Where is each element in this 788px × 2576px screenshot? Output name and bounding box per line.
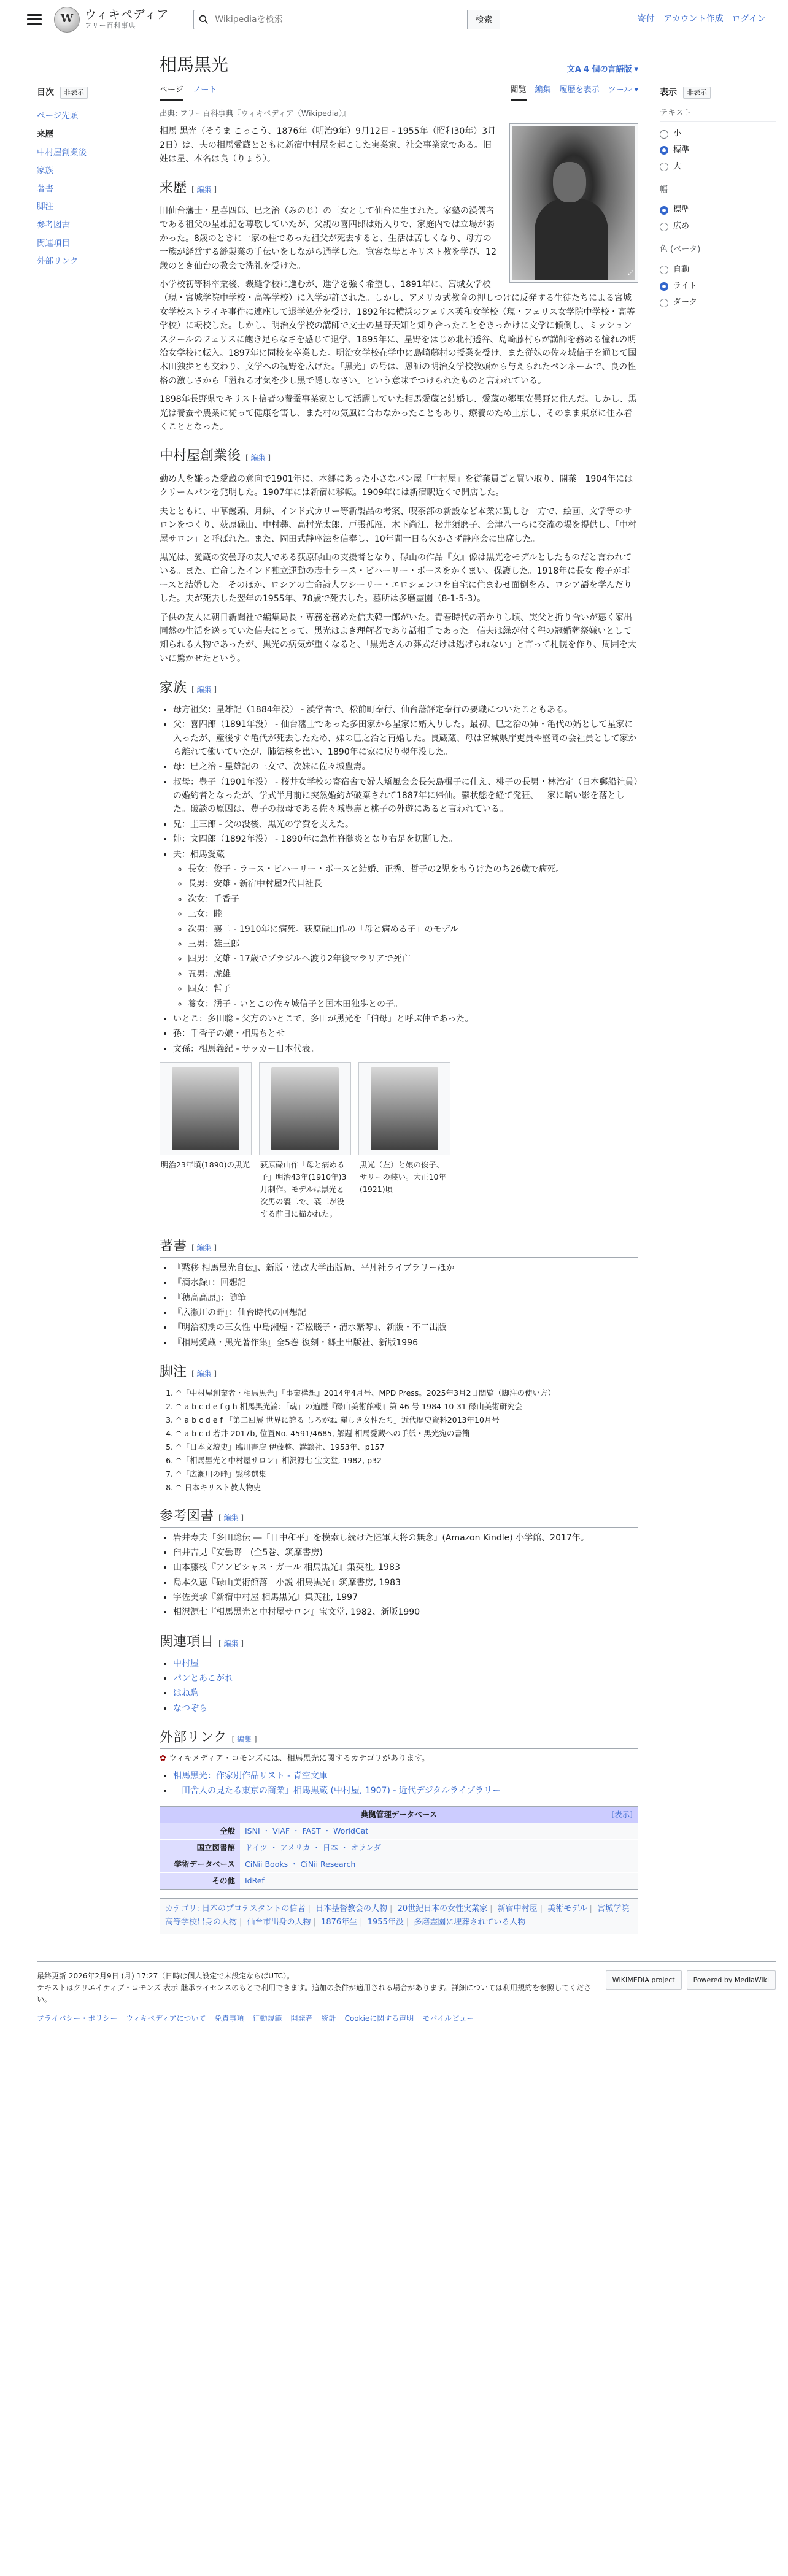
list-item: • 母：巳之治 - 星雄記の三女で、次妹に佐々城豊壽。 — [173, 760, 638, 774]
tab-read[interactable]: 閲覧 — [511, 82, 527, 101]
radio-icon — [660, 130, 668, 139]
page-footer — [37, 1961, 776, 2025]
footnote: 5. ^「日本文壇史」臨川書店 伊藤整、講談社、1953年、p157 — [176, 1441, 638, 1453]
footer-link[interactable]: 免責事項 — [214, 2014, 244, 2023]
footnote: 1. ^「中村屋創業者・相馬黒光」『事業構想』2014年4月号、MPD Press。2025年3月2日閲覧（脚注の使い方） — [176, 1387, 638, 1399]
intro-paragraph: 相馬 黒光（そうま こっこう、1876年（明治9年）9月12日 - 1955年（昭和30年）3月2日）は、夫の相馬愛蔵とともに新宿中村屋を起こした実業家、社会事業家である。旧姓は星、本名は良（りょう）。 — [160, 126, 496, 164]
wikimedia-badge[interactable]: WIKIMEDIA project — [606, 1970, 682, 1990]
search-box — [193, 10, 500, 29]
gallery-caption: 黒光（左）と娘の俊子、サリーの装い。大正10年(1921)頃 — [360, 1160, 446, 1194]
search-icon — [194, 15, 214, 25]
section-related: 関連項目 [ 編集 ] — [160, 1633, 638, 1653]
list-item: ◦ 長男：安雄 - 新宿中村屋2代目社長 — [188, 877, 638, 891]
tab-edit[interactable]: 編集 — [535, 85, 551, 95]
toc-hide-button[interactable]: 非表示 — [60, 87, 88, 99]
infobox-portrait — [509, 123, 638, 283]
family-list — [173, 703, 638, 1056]
nakamuraya-paragraph-3: 黒光は、愛蔵の安曇野の友人である荻原碌山の支援者となり、碌山の作品『女』像は黒光をモデルとしたものだと言われている。また、亡命したインド独立運動の志士ラース・ビハーリー・ボースをかくまい、保護した。1918年に長女 俊子がボースと結婚した。そのほか、ロシアの亡命詩人ワシーリー・エロシェンコを自宅に住まわせ面倒をみ、ロシア語を学んだりした。夫が死去した翌年の1955年、78歳で死去した。墓所は多磨霊園（8-1-5-3）。 — [160, 552, 632, 604]
footnote: 3. ^ a b c d e f 「第二回展 世界に誇る しろがね 麗しき女性たち」近代歴史資料2013年10月号 — [176, 1414, 638, 1426]
authority-label: 全般 — [160, 1823, 240, 1839]
edit-link[interactable]: 編集 — [196, 1244, 212, 1253]
gallery-image[interactable] — [358, 1062, 450, 1155]
radio-icon — [660, 299, 668, 307]
authority-value[interactable]: IdRef — [240, 1873, 638, 1889]
category-link[interactable]: 1876年生 — [321, 1918, 358, 1928]
footer-link[interactable]: Cookieに関する声明 — [344, 2014, 414, 2023]
gallery-caption: 荻原碌山作「母と病める子」明治43年(1910年)3月制作。モデルは黒光と次男の襄二で、襄二が没する前日に描かれた。 — [260, 1160, 347, 1219]
authority-row — [160, 1856, 638, 1872]
list-item: ◦ 四男：文雄 - 17歳でブラジルへ渡り2年後マラリアで死亡 — [188, 952, 638, 966]
related-link[interactable]: 中村屋 — [173, 1658, 199, 1669]
site-header — [0, 0, 788, 39]
license-text: テキストはクリエイティブ・コモンズ 表示-継承ライセンスのもとで利用できます。追加の条件が適用される場合があります。詳細については利用規約を参照してください。 — [37, 1983, 592, 2004]
toc-item-top[interactable]: ページ先頭 — [37, 111, 79, 121]
related-list — [173, 1657, 638, 1716]
list-item: ◦ 三男：雄三郎 — [188, 937, 638, 951]
nakamuraya-paragraph-4: 子供の友人に朝日新聞社で編集局長・専務を務めた信夫韓一郎がいた。青春時代の若かりし頃、実父と折り合いが悪く家出同然の生活を送っていた信夫にとって、黒光はよき理解者であり話相手であった。信夫は緑が付く程の冠婚葬祭嫌いとして知られる人物であったが、黒光の病気が重くなると、「黒光さんの葬式だけは逃げられない」と言って札幌を作り、周囲を大いに驚かせたという。 — [160, 612, 636, 664]
radio-icon — [660, 266, 668, 274]
children-list — [188, 863, 638, 1011]
gallery-item — [259, 1062, 351, 1224]
gallery-image[interactable] — [160, 1062, 252, 1155]
edit-link[interactable]: 編集 — [237, 1735, 252, 1744]
authority-row — [160, 1839, 638, 1856]
logo-subtitle: フリー百科事典 — [85, 21, 136, 30]
page-title: 相馬黒光 — [160, 55, 229, 75]
toc-item-books[interactable]: 著書 — [37, 183, 53, 194]
references-list — [173, 1531, 638, 1620]
related-link[interactable]: パンとあこがれ — [173, 1673, 233, 1683]
commons-text: ウィキメディア・コモンズには、相馬黒光に関するカテゴリがあります。 — [169, 1753, 430, 1763]
books-list — [173, 1261, 638, 1350]
authority-control — [160, 1806, 638, 1890]
gallery-item — [160, 1062, 252, 1224]
edit-link[interactable]: 編集 — [196, 1369, 212, 1378]
list-item: • 母方祖父：星雄記（1884年没） - 漢学者で、松前町奉行、仙台藩評定奉行の要職についたこともある。 — [173, 703, 638, 717]
radio-color-auto[interactable]: 自動 — [660, 262, 776, 279]
edit-link[interactable]: 編集 — [223, 1639, 239, 1648]
list-item: ◦ 次女：千香子 — [188, 893, 638, 906]
toc-item-family[interactable]: 家族 — [37, 166, 53, 176]
list-item: • 兄：圭三郎 - 父の没後、黒光の学費を支えた。 — [173, 818, 638, 831]
gallery-item — [358, 1062, 450, 1224]
last-modified: 最終更新 2026年2月9日 (月) 17:27（日時は個人設定で未設定ならばUTC）。 — [37, 1971, 294, 1980]
tab-talk[interactable]: ノート — [193, 85, 217, 95]
footer-link[interactable]: 開発者 — [290, 2014, 313, 2023]
radio-text-large[interactable]: 大 — [660, 159, 776, 175]
related-link[interactable]: はね駒 — [173, 1688, 199, 1699]
appearance-hide-button[interactable]: 非表示 — [683, 87, 711, 99]
gallery-caption: 明治23年頃(1890)の黒光 — [161, 1160, 250, 1170]
option-group-title: テキスト — [660, 107, 776, 122]
radio-text-small[interactable]: 小 — [660, 126, 776, 142]
list-item: • 『明治初期の三女性 中島湘煙・若松賤子・清水紫琴』、新版・不二出版 — [173, 1321, 638, 1334]
translate-icon: 文A — [566, 64, 581, 74]
list-item: • 山本藤枝『アンビシャス・ガール 相馬黒光』集英社, 1983 — [173, 1561, 638, 1574]
article — [160, 39, 638, 1943]
edit-link[interactable]: 編集 — [223, 1513, 239, 1522]
category-link[interactable]: 1955年没 — [367, 1918, 404, 1928]
appearance-panel — [660, 39, 776, 1943]
footer-badges — [606, 1970, 776, 1990]
list-item: ◦ 養女：湧子 - いとこの佐々城信子と国木田独歩との子。 — [188, 998, 638, 1011]
list-item: • 父：喜四郎（1891年没） - 仙台藩士であった多田家から星家に婿入りした。最初、巳之治の姉・亀代の婿として星家に入ったが、産後すぐ亀代が死去したため、妹の巳之治と再婚した。良蔵蔵、母は宮城県庁吏員や盛岡の会社員として家から離れて働いていたが、肺結核を患い、1890年に家に戻り翌年没した。 — [173, 718, 638, 759]
radio-width-standard[interactable]: 標準 — [660, 202, 776, 218]
language-button[interactable] — [567, 64, 638, 77]
radio-icon — [660, 223, 668, 231]
category-link[interactable]: カテゴリ: 日本のプロテスタントの信者 — [165, 1904, 306, 1914]
footnote: 6. ^「相馬黒光と中村屋サロン」相沢源七 宝文堂, 1982, p32 — [176, 1455, 638, 1467]
authority-title: 典拠管理データベース — [360, 1810, 438, 1820]
raireki-paragraph-1: 旧仙台藩士・星喜四郎、巳之治（みのじ）の三女として仙台に生まれた。家塾の漢儒者である祖父の星雄記を尊敬していたが、父親の喜四郎は婿入りで、家庭内では立場が弱かった。8歳のときに一家の柱であった祖父が死去すると、生活は苦しくなり、母方の一族が経営する縫製業の手伝いをしながら通学した。寛容な母とキリスト教を学び、12歳のとき仙台の教会で洗礼を受けた。 — [160, 206, 496, 271]
list-item: • 文孫：相馬義紀 - サッカー日本代表。 — [173, 1042, 638, 1056]
toc-item-references[interactable]: 参考図書 — [37, 220, 70, 230]
list-item: ◦ 長女：俊子 - ラース・ビハーリー・ボースと結婚、正秀、哲子の2児をもうけたのち26歳で病死。 — [188, 863, 638, 876]
width-options — [660, 184, 776, 235]
authority-row — [160, 1823, 638, 1839]
toc-item-notes[interactable]: 脚注 — [37, 202, 53, 212]
language-button-label: 4 個の言語版 — [583, 64, 632, 74]
edit-link[interactable]: 編集 — [196, 685, 212, 694]
create-account-link[interactable]: アカウント作成 — [663, 14, 724, 25]
toc-item-external[interactable]: 外部リンク — [37, 256, 79, 267]
logo-title: ウィキペディア — [85, 8, 169, 22]
footnote: 8. ^ 日本キリスト教人物史 — [176, 1482, 638, 1494]
chevron-down-icon: ▾ — [634, 64, 638, 74]
footer-link[interactable]: プライバシー・ポリシー — [37, 2014, 118, 2023]
toc-item-related[interactable]: 関連項目 — [37, 238, 70, 248]
list-item: • 姉：文四郎（1892年没） - 1890年に急性脊髄炎となり右足を切断した。 — [173, 832, 638, 846]
category-link[interactable]: 仙台市出身の人物 — [247, 1918, 311, 1928]
list-item: • 叔母：豊子（1901年没） - 桜井女学校の寄宿舎で婦人矯風会会長矢島楫子に仕え、桃子の長男・林治定（日本郵船社員）の婚約者となったが、学式半月前に突然婚約が破棄されて1887年に帰仙。鬱状態を経て発狂、一家に暗い影を落とした。破談の原因は、豊子の叔母である佐々城豊壽と桃子の外遊にあると言われている。 — [173, 775, 638, 817]
footer-link[interactable]: 行動規範 — [252, 2014, 282, 2023]
gallery-image[interactable] — [259, 1062, 351, 1155]
section-books: 著書 [ 編集 ] — [160, 1237, 638, 1258]
main-menu-icon[interactable] — [27, 14, 42, 25]
tab-history[interactable]: 履歴を表示 — [559, 85, 600, 95]
toc-item-raireki[interactable]: 来歴 — [37, 129, 53, 139]
section-family: 家族 [ 編集 ] — [160, 679, 638, 699]
list-item: ◦ 五男：虎雄 — [188, 967, 638, 981]
commons-box — [160, 1753, 638, 1766]
category-link[interactable]: 宮城学院高等学校出身の人物 — [165, 1904, 630, 1928]
commons-icon: ✿ — [160, 1753, 166, 1763]
authority-row — [160, 1872, 638, 1889]
radio-width-wide[interactable]: 広め — [660, 218, 776, 235]
color-options — [660, 244, 776, 311]
footer-link[interactable]: 統計 — [321, 2014, 336, 2023]
list-item: • いとこ：多田聡 - 父方のいとこで、多田が黒光を「伯母」と呼ぶ仲であった。 — [173, 1012, 638, 1026]
list-item: • 『広瀬川の畔』：仙台時代の回想記 — [173, 1306, 638, 1320]
section-references: 参考図書 [ 編集 ] — [160, 1507, 638, 1528]
section-nakamuraya: 中村屋創業後 [ 編集 ] — [160, 447, 638, 467]
footer-links — [37, 2013, 776, 2024]
list-item: • 『黙移 相馬黒光自伝』、新版・法政大学出版局、平凡社ライブラリーほか — [173, 1261, 638, 1275]
authority-label: その他 — [160, 1873, 240, 1889]
category-link[interactable]: 新宿中村屋 — [497, 1904, 538, 1914]
section-notes: 脚注 [ 編集 ] — [160, 1363, 638, 1383]
user-links — [638, 12, 778, 26]
list-item: • 宇佐美承『新宿中村屋 相馬黒光』集英社, 1997 — [173, 1591, 638, 1604]
radio-icon — [660, 146, 668, 155]
authority-value[interactable]: CiNii Books ・ CiNii Research — [240, 1856, 638, 1872]
raireki-paragraph-2: 小学校初等科卒業後、裁縫学校に進むが、進学を強く希望し、1891年に、宮城女学校（現・宮城学院中学校・高等学校）に入学が許された。しかし、アメリカ式教育の押しつけに反発する生徒たちによる宮城女学校ストライキ事件に連座して退学処分を受け、1892年に横浜のフェリス英和女学校（現・フェリス女学院中学校・高等学校）に転校した。しかし、明治女学校の講師で文士の星野天知と知り合ったことをきっかけに文学に傾倒し、ミッションスクールのフェリスに飽き足らなさを感じて退学、1895年に、星野をはじめ北村透谷、島崎藤村らが講師を務める憧れの明治女学校に転入。1897年に同校を卒業した。明治女学校在学中に島崎藤村の授業を受け、また従妹の佐々城信子を通じて国木田独歩とも交わり、文学への視野を広げた。「黒光」の号は、恩師の明治女学校教頭から与えられたペンネームで、良の性格の激しさから「溢れる才気を少し黒で隠しなさい」という意味でつけられたものと言われている。 — [160, 280, 637, 386]
radio-text-standard[interactable]: 標準 — [660, 142, 776, 159]
list-item: • 臼井吉見『安曇野』(全5巻、筑摩書房) — [173, 1546, 638, 1559]
radio-icon — [660, 163, 668, 171]
list-item: ◦ 次男：襄二 - 1910年に病死。荻原碌山作の「母と病める子」のモデル — [188, 923, 638, 936]
edit-link[interactable]: 編集 — [196, 185, 212, 194]
footnote: 2. ^ a b c d e f g h 相馬黒光論：「魂」の遍歴『碌山美術館報』第 46 号 1984-10-31 碌山美術研究会 — [176, 1401, 638, 1413]
footnote: 4. ^ a b c d 若井 2017b, 位置No. 4591/4685, 解題 相馬愛蔵への手紙・黒光宛の書簡 — [176, 1428, 638, 1440]
toc-item-nakamuraya[interactable]: 中村屋創業後 — [37, 147, 87, 158]
category-link[interactable]: 多磨霊園に埋葬されている人物 — [414, 1918, 526, 1928]
mediawiki-badge[interactable]: Powered by MediaWiki — [687, 1970, 776, 1990]
external-link[interactable]: 相馬黒光：作家別作品リスト - 青空文庫 — [173, 1771, 328, 1781]
notes-list — [176, 1387, 638, 1494]
donate-link[interactable]: 寄付 — [637, 14, 655, 25]
list-item: ◦ 四女：哲子 — [188, 982, 638, 996]
authority-toggle[interactable]: [表示] — [611, 1810, 633, 1820]
category-link[interactable]: 20世紀日本の女性実業家 — [397, 1904, 488, 1914]
external-links-list — [173, 1769, 638, 1798]
radio-icon — [660, 282, 668, 291]
list-item: • 島本久恵『碌山美術館落 小説 相馬黒光』筑摩書房, 1983 — [173, 1576, 638, 1590]
external-link[interactable]: 「田舎人の見たる東京の商業」相馬黒蔵 (中村屋, 1907) - 近代デジタルライブラリー — [173, 1786, 501, 1796]
article-source: 出典: フリー百科事典『ウィキペディア（Wikipedia）』 — [160, 109, 350, 118]
list-item: • 相沢源七『相馬黒光と中村屋サロン』宝文堂, 1982、新版1990 — [173, 1605, 638, 1619]
list-item: • 『相馬愛蔵・黒光著作集』全5巻 復刻・郷土出版社、新版1996 — [173, 1336, 638, 1350]
radio-color-dark[interactable]: ダーク — [660, 294, 776, 311]
authority-label: 国立図書館 — [160, 1840, 240, 1856]
radio-color-light[interactable]: ライト — [660, 279, 776, 295]
image-gallery — [160, 1062, 638, 1224]
authority-value[interactable]: ドイツ ・ アメリカ ・ 日本 ・ オランダ — [240, 1840, 638, 1856]
radio-icon — [660, 206, 668, 215]
footer-link[interactable]: モバイルビュー — [422, 2014, 474, 2023]
login-link[interactable]: ログイン — [732, 14, 766, 25]
wikipedia-globe-icon: W — [54, 7, 80, 33]
appearance-title: 表示 — [660, 88, 677, 98]
section-raireki: 来歴 [ 編集 ] — [160, 179, 638, 199]
search-button[interactable]: 検索 — [467, 10, 500, 29]
section-external: 外部リンク [ 編集 ] — [160, 1729, 638, 1749]
nakamuraya-paragraph-2: 夫とともに、中華饅頭、月餅、インド式カリー等新製品の考案、喫茶部の新設など本業に勤しむ一方で、絵画、文学等のサロンをつくり、荻原碌山、中村彝、高村光太郎、戸張孤雁、木下尚江、松井須磨子、会津八一らに交流の場を提供し、「中村屋サロン」と呼ばれた。また、岡田式静座法を信奉し、10年間一日も欠かさず静座会に出席した。 — [160, 506, 636, 544]
category-links: カテゴリ: 日本のプロテスタントの信者 | 日本基督教会の人物 | 20世紀日本の女性実業家 | 新宿中村屋 | 美術モデル | 宮城学院高等学校出身の人物 | 仙台市出身の人物 | 1876年生 | 1955年没 | 多磨霊園に埋葬されている人物 — [160, 1898, 638, 1934]
footer-link[interactable]: ウィキペディアについて — [126, 2014, 206, 2023]
list-item: • 夫：相馬愛蔵 ◦ 長女：俊子 - ラース・ビハーリー・ボースと結婚、正秀、哲子の2児をもうけたのち26歳で病死。 ◦ 長男：安雄 - 新宿中村屋2代目社長 ◦ 次女：千香子 ◦ 三女：睦 ◦ 次男：襄二 - 1910年に病死。荻原碌山作の「母と病める子」のモデル ◦ 三男：雄三郎 ◦ 四男：文雄 - 17歳でブラジルへ渡り2年後マラリアで死亡 ◦ 五男：虎雄 ◦ 四女：哲子 ◦ 養女：湧子 - いとこの佐々城信子と国木田独歩との子。 — [173, 848, 638, 1011]
edit-link[interactable]: 編集 — [250, 453, 266, 463]
nakamuraya-paragraph-1: 勤め人を嫌った愛蔵の意向で1901年に、本郷にあった小さなパン屋「中村屋」を従業員ごと買い取り、開業。1904年にはクリームパンを発明した。1907年には新宿に移転。1909年には新宿駅近くで開店した。 — [160, 474, 633, 498]
tab-page[interactable]: ページ — [160, 82, 183, 101]
site-logo[interactable] — [54, 7, 169, 33]
text-size-options — [660, 107, 776, 175]
tab-tools[interactable]: ツール ▾ — [608, 85, 638, 95]
authority-label: 学術データベース — [160, 1856, 240, 1872]
list-item: • 『穂高高原』：随筆 — [173, 1291, 638, 1305]
option-group-title: 色 (ベータ) — [660, 244, 776, 258]
option-group-title: 幅 — [660, 184, 776, 199]
list-item: • 岩井寿夫「多田聡伝 ―「日中和平」を模索し続けた陸軍大将の無念」(Amazon Kindle) 小学館、2017年。 — [173, 1531, 638, 1545]
related-link[interactable]: なつぞら — [173, 1703, 207, 1713]
portrait-image[interactable] — [512, 126, 635, 280]
table-of-contents — [37, 39, 141, 1943]
nakamuraya-paragraph-0: 1898年長野県でキリスト信者の養蚕事業家として活躍していた相馬愛蔵と結婚し、愛蔵の郷里安曇野に住んだ。しかし、黒光は養蚕や農業に従って健康を害し、また村の気風に合わなかったこともあり、療養のため上京し、そのまま東京に住み着くこととなった。 — [160, 394, 637, 432]
search-input[interactable] — [214, 10, 467, 29]
magnify-icon[interactable]: ⤢ — [628, 268, 633, 277]
category-link[interactable]: 日本基督教会の人物 — [315, 1904, 388, 1914]
category-link[interactable]: 美術モデル — [547, 1904, 587, 1914]
toc-title: 目次 — [37, 88, 54, 98]
list-item: ◦ 三女：睦 — [188, 907, 638, 921]
footnote: 7. ^「広瀬川の畔」黙移選集 — [176, 1468, 638, 1480]
list-item: • 孫：千香子の娘・相馬ちとせ — [173, 1027, 638, 1040]
list-item: • 『滴水録』：回想記 — [173, 1276, 638, 1290]
authority-value[interactable]: ISNI ・ VIAF ・ FAST ・ WorldCat — [240, 1823, 638, 1839]
